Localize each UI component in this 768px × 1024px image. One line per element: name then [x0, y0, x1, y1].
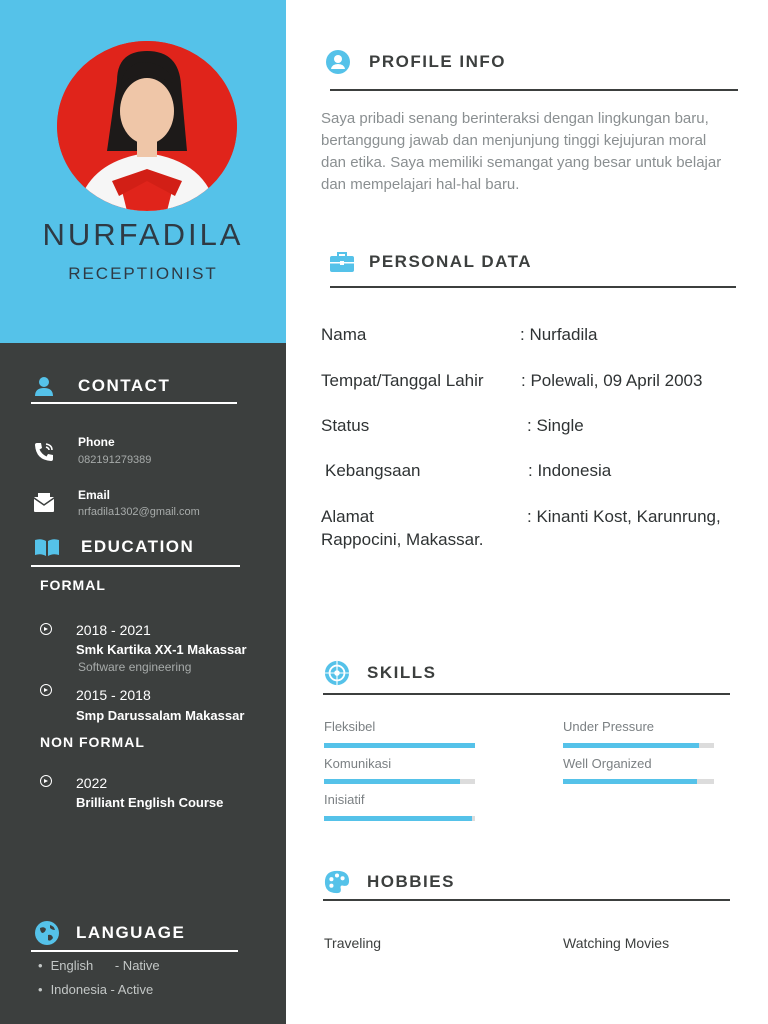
personal-value: : Indonesia — [528, 461, 612, 480]
skill-bar-fill — [324, 816, 472, 821]
profile-title: PROFILE INFO — [369, 52, 506, 71]
skill-bar — [563, 743, 714, 748]
personal-title: PERSONAL DATA — [369, 252, 533, 271]
personal-header — [329, 249, 532, 275]
play-circle-icon — [40, 623, 52, 635]
candidate-role: RECEPTIONIST — [68, 264, 218, 283]
book-icon — [34, 534, 60, 560]
hobby-item: Watching Movies — [563, 935, 670, 951]
personal-value-continuation: Rappocini, Makassar. — [321, 530, 484, 549]
skills-title: SKILLS — [367, 663, 437, 682]
briefcase-icon — [329, 249, 355, 275]
globe-icon — [34, 920, 60, 946]
skill-bar — [324, 816, 475, 821]
skills-header — [324, 660, 436, 686]
user-icon — [31, 373, 57, 399]
contact-title: CONTACT — [78, 376, 171, 395]
personal-label: Status — [321, 416, 370, 435]
nonformal-title: NON FORMAL — [40, 734, 145, 750]
edu-major: Software engineering — [78, 660, 192, 674]
skill-label: Inisiatif — [324, 792, 365, 807]
education-title: EDUCATION — [81, 537, 195, 556]
education-header — [34, 534, 194, 560]
skill-bar — [324, 779, 475, 784]
personal-value: : Polewali, 09 April 2003 — [521, 371, 703, 390]
language-divider — [31, 950, 238, 952]
hobby-item: Traveling — [324, 935, 382, 951]
candidate-name: NURFADILA — [42, 217, 244, 252]
skill-label: Under Pressure — [563, 719, 655, 734]
play-circle-icon — [40, 775, 52, 787]
contact-divider — [31, 402, 237, 404]
skill-label: Well Organized — [563, 756, 652, 771]
profile-divider — [330, 89, 738, 91]
hobbies-title: HOBBIES — [367, 872, 455, 891]
skill-bar-fill — [324, 779, 460, 784]
skill-bar-fill — [563, 743, 699, 748]
formal-title: FORMAL — [40, 577, 106, 593]
skill-bar-fill — [563, 779, 697, 784]
personal-label: Alamat — [321, 507, 374, 526]
education-divider — [31, 565, 240, 567]
phone-value[interactable]: 082191279389 — [78, 454, 152, 466]
personal-value: : Kinanti Kost, Karunrung, — [527, 507, 721, 526]
skill-label: Komunikasi — [324, 756, 392, 771]
edu-years: 2015 - 2018 — [76, 687, 151, 703]
profile-text: Saya pribadi senang berinteraksi dengan lingkungan baru, bertanggung jawab dan menjunjung tinggi kejujuran moral dan etika. Saya memiliki semangat yang besar untuk belajar dan mempelajari hal-hal baru. — [321, 110, 722, 193]
edu-school: Smk Kartika XX-1 Makassar — [76, 642, 247, 657]
language-header — [34, 920, 185, 946]
language-item: • Indonesia - Active — [38, 982, 153, 997]
user-circle-icon — [325, 49, 351, 75]
skill-bar — [324, 743, 475, 748]
language-title: LANGUAGE — [76, 923, 186, 942]
personal-label: Nama — [321, 325, 367, 344]
email-label: Email — [78, 488, 111, 502]
email-value[interactable]: nrfadila1302@gmail.com — [78, 506, 200, 518]
language-item: • English - Native — [38, 958, 160, 973]
skill-bar-fill — [324, 743, 475, 748]
edu-years: 2018 - 2021 — [76, 622, 151, 638]
personal-label: Tempat/Tanggal Lahir — [321, 371, 484, 390]
personal-value: : Nurfadila — [520, 325, 598, 344]
personal-label: Kebangsaan — [325, 461, 421, 480]
profile-header — [325, 49, 506, 75]
skill-label: Fleksibel — [324, 719, 376, 734]
palette-icon — [324, 869, 350, 895]
edu-school: Smp Darussalam Makassar — [76, 708, 245, 723]
skills-divider — [323, 693, 730, 695]
contact-header — [31, 373, 170, 399]
target-icon — [324, 660, 350, 686]
edu-years: 2022 — [76, 775, 108, 791]
profile-photo — [57, 41, 237, 211]
hobbies-header — [324, 869, 455, 895]
personal-divider — [330, 286, 736, 288]
skill-bar — [563, 779, 714, 784]
personal-value: : Single — [527, 416, 584, 435]
hobbies-divider — [323, 899, 730, 901]
envelope-icon — [33, 493, 55, 518]
edu-school: Brilliant English Course — [76, 795, 224, 810]
phone-label: Phone — [78, 435, 115, 449]
phone-icon — [32, 440, 56, 469]
play-circle-icon — [40, 684, 52, 696]
